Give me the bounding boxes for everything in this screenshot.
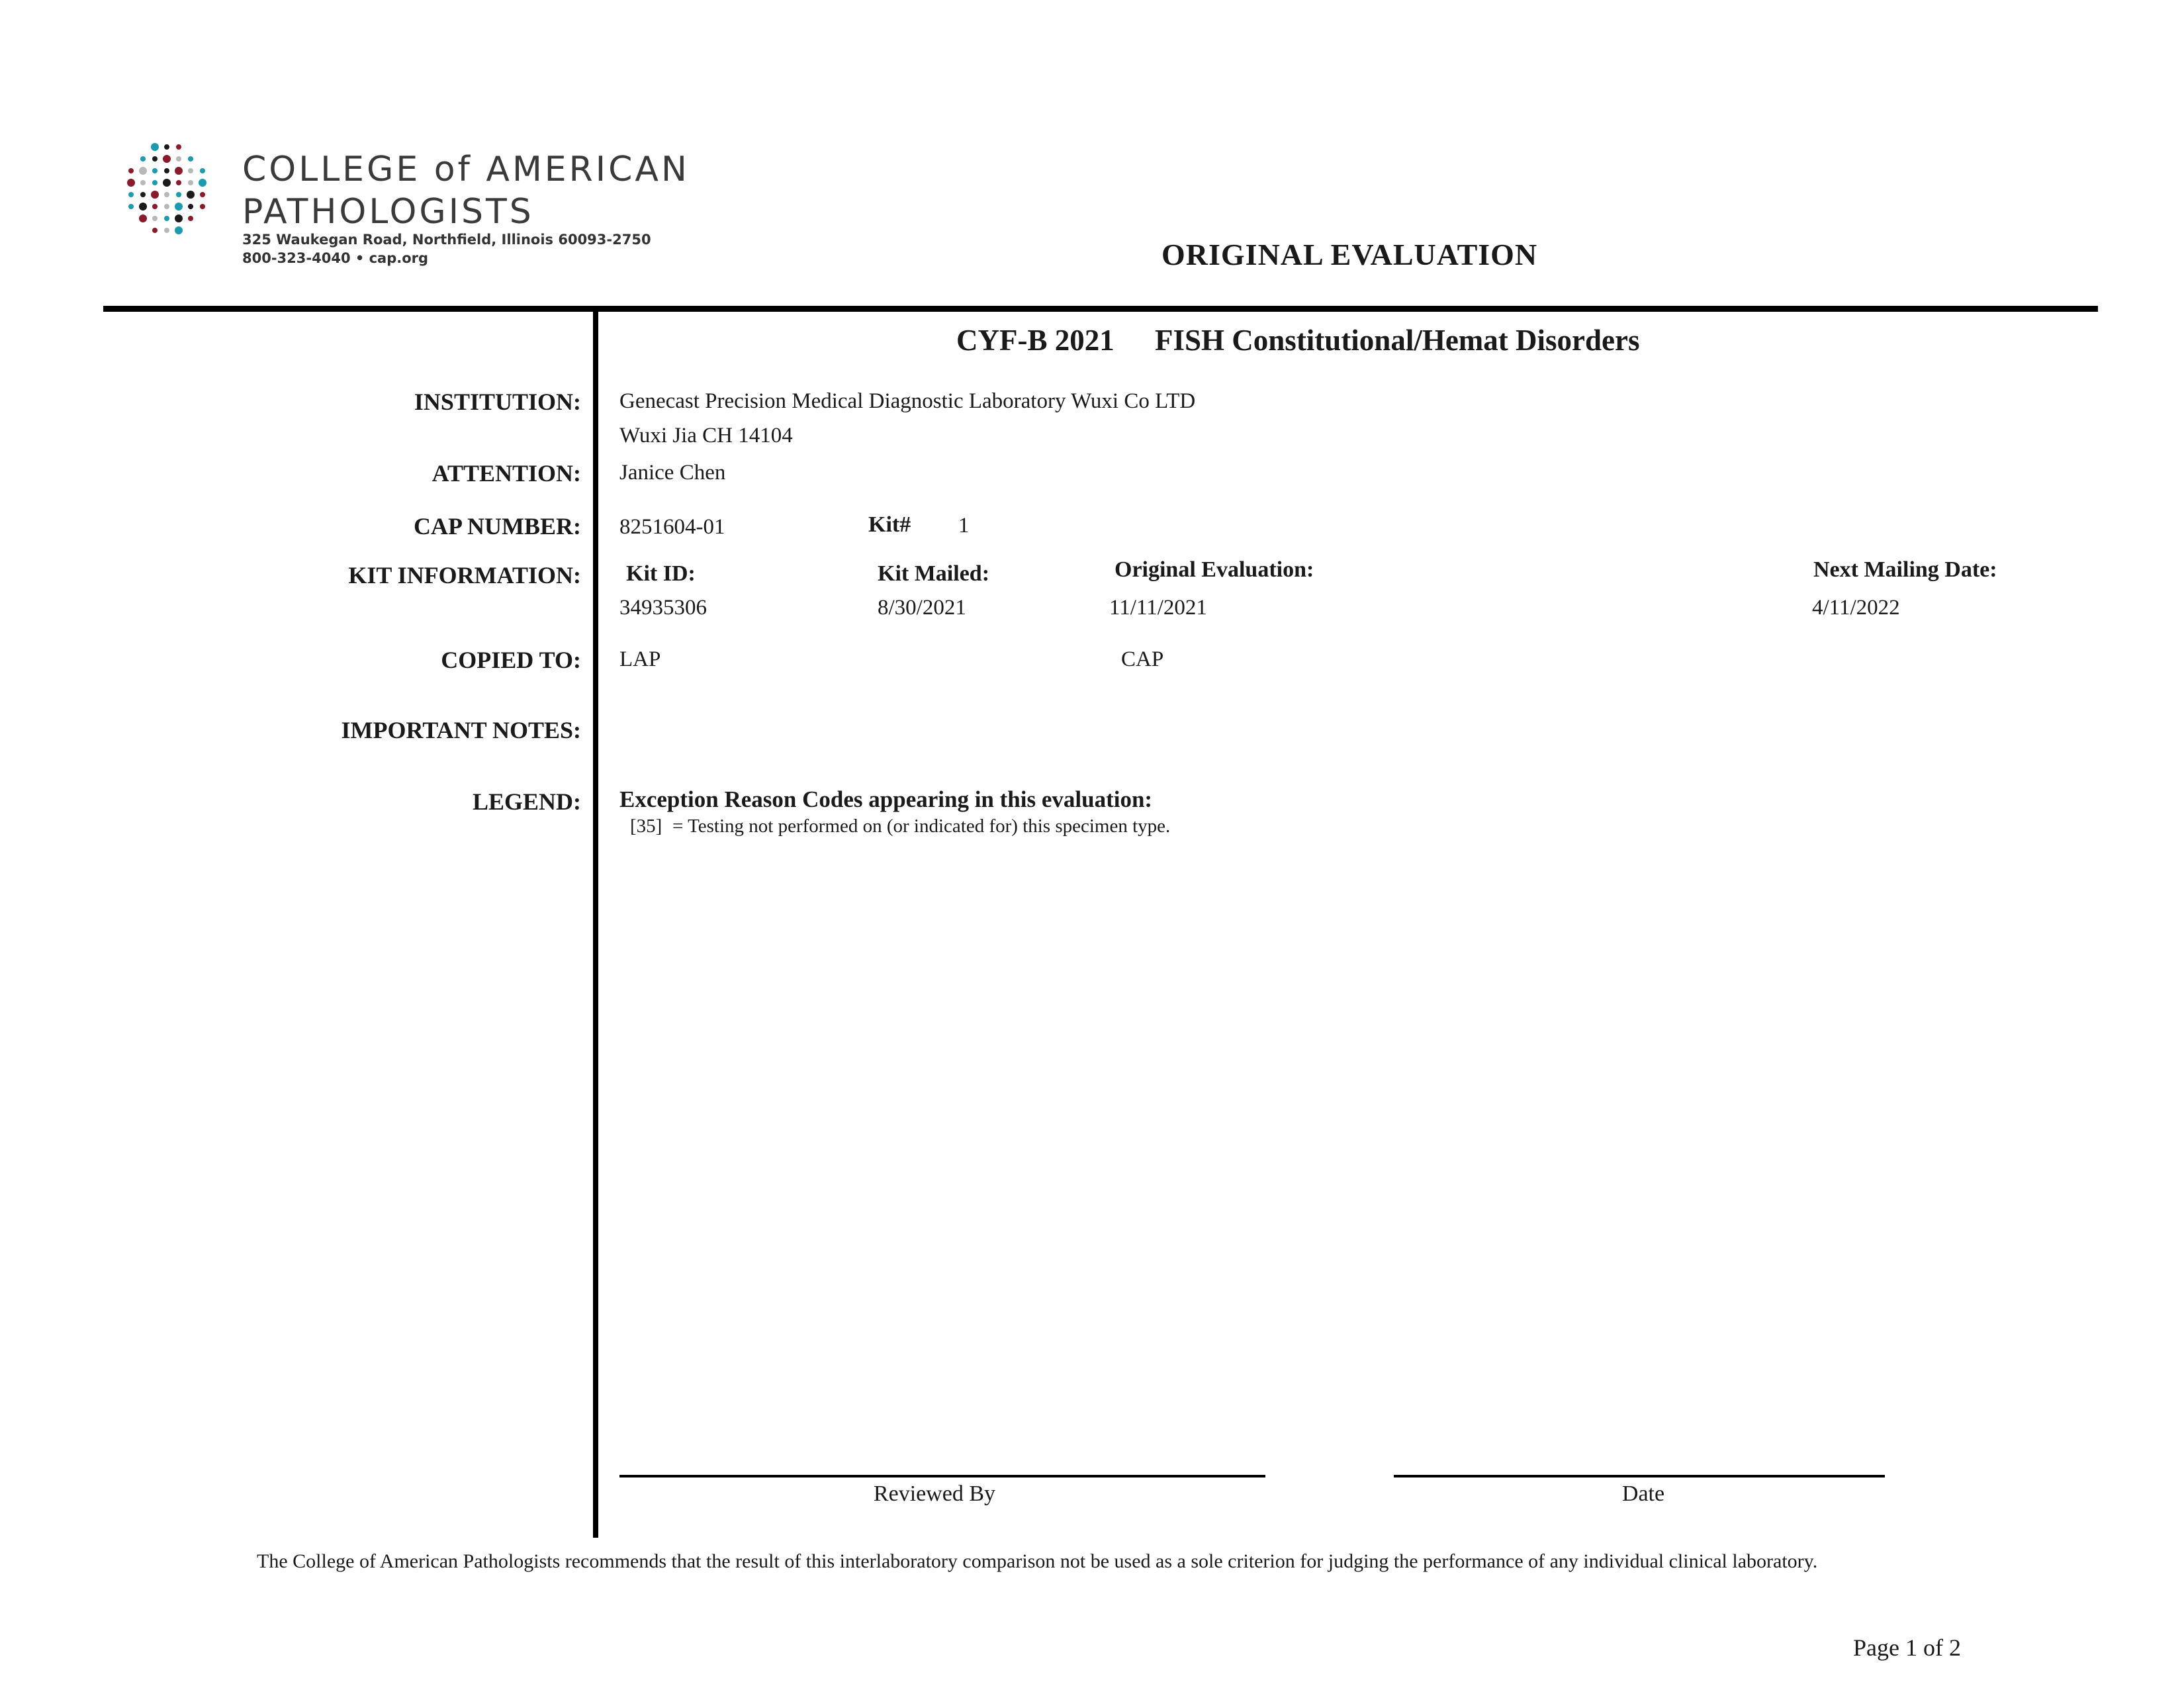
kit-number-value: 1 [958, 514, 970, 538]
logo-dot [151, 143, 159, 151]
attention-value: Janice Chen [619, 461, 726, 485]
logo-dot [152, 156, 158, 162]
org-address: 325 Waukegan Road, Northfield, Illinois 60093-2750 [242, 232, 651, 248]
survey-code: CYF-B 2021 [956, 324, 1115, 357]
logo-dot [176, 156, 181, 162]
logo-dot [176, 144, 181, 150]
reviewed-by-line [619, 1475, 1265, 1477]
copied-to-label: COPIED TO: [441, 647, 581, 673]
logo-dot [140, 192, 146, 197]
logo-dot [152, 168, 158, 173]
logo-dot [200, 204, 205, 209]
logo-dot [175, 214, 183, 222]
copied-to-lap: LAP [619, 647, 661, 671]
kit-mailed-label: Kit Mailed: [878, 561, 990, 586]
copied-to-cap: CAP [1121, 647, 1164, 671]
kit-information-label: KIT INFORMATION: [348, 562, 581, 588]
legend-code: [35] [630, 816, 662, 837]
legend-description: = Testing not performed on (or indicated for) this specimen type. [672, 816, 1171, 837]
logo-dot [127, 179, 135, 187]
logo-dot [163, 155, 171, 163]
logo-dot [151, 191, 159, 199]
logo-dot [152, 228, 158, 233]
original-evaluation-label: Original Evaluation: [1115, 557, 1314, 582]
survey-name: FISH Constitutional/Hemat Disorders [1155, 324, 1640, 357]
legend-label: LEGEND: [472, 788, 581, 815]
org-name-line1: COLLEGE of AMERICAN [242, 150, 690, 189]
logo-dot [139, 203, 147, 211]
logo-dot [164, 216, 169, 221]
logo-dot [164, 192, 169, 197]
logo-dot [199, 179, 206, 187]
kit-id-label: Kit ID: [626, 561, 696, 586]
original-evaluation-value: 11/11/2021 [1109, 596, 1207, 620]
column-divider [593, 312, 598, 1538]
logo-dot [128, 168, 134, 173]
footer-disclaimer: The College of American Pathologists recommends that the result of this interlaboratory comparison not be used as a sole criterion for judging the performance of any individual clinical laboratory. [257, 1550, 1818, 1572]
logo-dot [128, 192, 134, 197]
date-caption: Date [1621, 1481, 1665, 1506]
logo-dot [139, 167, 147, 175]
cap-number-value: 8251604-01 [619, 515, 725, 539]
logo-dot [152, 180, 158, 185]
logo-dot [200, 168, 205, 173]
attention-label: ATTENTION: [432, 460, 581, 487]
logo-dot [128, 204, 134, 209]
logo-dot [200, 192, 205, 197]
next-mailing-value: 4/11/2022 [1812, 596, 1900, 620]
logo-dot [175, 167, 183, 175]
reviewed-by-caption: Reviewed By [873, 1481, 996, 1506]
kit-id-value: 34935306 [619, 596, 707, 620]
logo-dot [164, 168, 169, 173]
kit-number-label: Kit# [868, 512, 911, 537]
logo-dot [176, 180, 181, 185]
next-mailing-label: Next Mailing Date: [1813, 557, 1997, 582]
institution-label: INSTITUTION: [414, 389, 581, 415]
kit-mailed-value: 8/30/2021 [878, 596, 966, 620]
logo-dot [164, 144, 169, 150]
logo-dot [140, 180, 146, 185]
org-contact: 800-323-4040 • cap.org [242, 250, 429, 266]
logo-dot [188, 204, 193, 209]
logo-dot [188, 168, 193, 173]
cap-dot-grid-logo-icon [120, 140, 226, 240]
header-divider [103, 306, 2098, 312]
document-title: ORIGINAL EVALUATION [1161, 238, 1538, 271]
logo-dot [164, 204, 169, 209]
logo-dot [140, 156, 146, 162]
institution-location: Wuxi Jia CH 14104 [619, 424, 793, 447]
institution-name: Genecast Precision Medical Diagnostic Laboratory Wuxi Co LTD [619, 389, 1196, 413]
legend-title: Exception Reason Codes appearing in this evaluation: [619, 786, 1153, 812]
logo-dot [188, 216, 193, 221]
page-number: Page 1 of 2 [1853, 1634, 1961, 1661]
logo-dot [175, 226, 183, 234]
org-name-line2: PATHOLOGISTS [242, 192, 534, 232]
logo-dot [152, 216, 158, 221]
date-line [1394, 1475, 1885, 1477]
logo-dot [163, 179, 171, 187]
logo-dot [175, 203, 183, 211]
important-notes-label: IMPORTANT NOTES: [341, 717, 581, 743]
logo-dot [188, 180, 193, 185]
logo-dot [187, 191, 195, 199]
logo-dot [164, 228, 169, 233]
logo-dot [176, 192, 181, 197]
logo-dot [188, 156, 193, 162]
logo-dot [139, 214, 147, 222]
logo-dot [152, 204, 158, 209]
cap-number-label: CAP NUMBER: [414, 513, 581, 539]
